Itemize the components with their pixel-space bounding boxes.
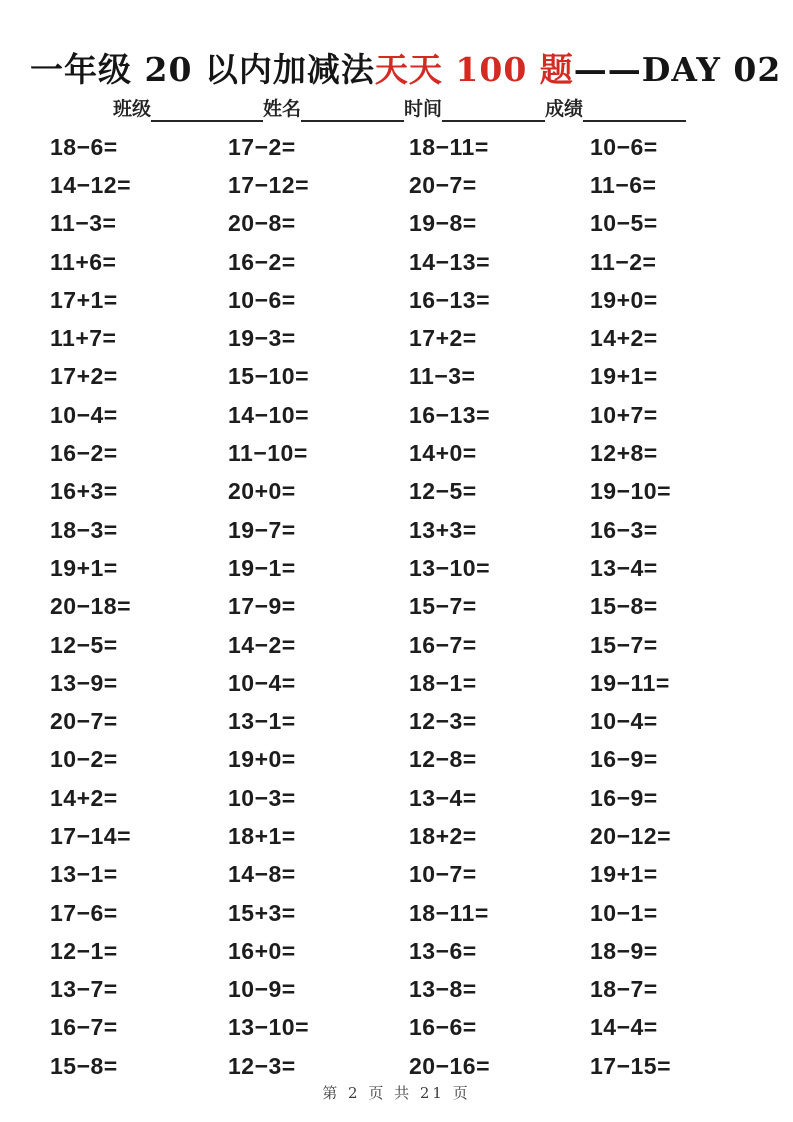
problem-item: 13−10=	[228, 1014, 310, 1041]
class-label: 班级	[113, 99, 152, 120]
problem-item: 10−7=	[409, 861, 477, 888]
problem-item: 20−18=	[50, 593, 132, 620]
score-label: 成绩	[545, 99, 584, 120]
problem-item: 19−7=	[228, 516, 296, 543]
problem-item: 11+7=	[50, 325, 117, 352]
problem-item: 19+1=	[50, 554, 118, 581]
problem-item: 14+0=	[409, 440, 477, 467]
problems-column-3	[409, 128, 590, 1085]
title-part-right: ——DAY 02	[573, 50, 782, 89]
problem-item: 15−7=	[590, 631, 658, 658]
problem-item: 16−9=	[590, 784, 658, 811]
problem-item: 20−16=	[409, 1052, 491, 1079]
problem-item: 19+0=	[590, 286, 658, 313]
problem-item: 12−5=	[50, 631, 118, 658]
class-blank-line	[151, 98, 263, 122]
problem-item: 13−8=	[409, 976, 477, 1003]
name-blank-line	[301, 98, 404, 122]
problem-item: 10−2=	[50, 746, 118, 773]
problem-item: 14−4=	[590, 1014, 658, 1041]
problem-item: 11−2=	[590, 248, 657, 275]
problem-item: 15−8=	[590, 593, 658, 620]
problem-item: 18−1=	[409, 669, 477, 696]
problem-item: 20−7=	[409, 171, 477, 198]
name-label: 姓名	[263, 99, 302, 120]
problem-item: 19+1=	[590, 861, 658, 888]
problem-item: 13−1=	[50, 861, 118, 888]
problem-item: 19−8=	[409, 210, 477, 237]
problem-item: 16−13=	[409, 286, 491, 313]
problem-item: 18−11=	[409, 133, 489, 160]
problem-item: 17−14=	[50, 822, 132, 849]
problem-item: 17+1=	[50, 286, 118, 313]
problem-item: 17+2=	[409, 325, 477, 352]
problem-item: 16−6=	[409, 1014, 477, 1041]
problem-item: 18−6=	[50, 133, 118, 160]
problem-item: 19+0=	[228, 746, 296, 773]
problem-item: 16−9=	[590, 746, 658, 773]
problem-item: 14−2=	[228, 631, 296, 658]
problem-item: 10−5=	[590, 210, 658, 237]
problem-item: 10−6=	[228, 286, 296, 313]
problem-item: 20−12=	[590, 822, 672, 849]
problem-item: 18−9=	[590, 937, 658, 964]
time-blank-line	[442, 98, 545, 122]
problem-item: 11−6=	[590, 171, 657, 198]
problem-item: 18+2=	[409, 822, 477, 849]
problem-item: 10−1=	[590, 899, 658, 926]
page-title	[30, 44, 782, 91]
problem-item: 13+3=	[409, 516, 477, 543]
problem-item: 12−1=	[50, 937, 118, 964]
problem-item: 20+0=	[228, 478, 296, 505]
problem-item: 15−10=	[228, 363, 310, 390]
problem-item: 18−3=	[50, 516, 118, 543]
problem-item: 10−6=	[590, 133, 658, 160]
problem-item: 17−12=	[228, 171, 310, 198]
name-field	[263, 98, 404, 122]
time-field	[404, 98, 545, 122]
problem-item: 16−2=	[50, 440, 118, 467]
problem-item: 13−6=	[409, 937, 477, 964]
problem-item: 17−9=	[228, 593, 296, 620]
problem-item: 13−1=	[228, 708, 296, 735]
problem-item: 16−7=	[50, 1014, 118, 1041]
problem-item: 10−9=	[228, 976, 296, 1003]
problem-item: 19−10=	[590, 478, 672, 505]
problem-item: 16−13=	[409, 401, 491, 428]
problem-item: 10−4=	[228, 669, 296, 696]
problem-item: 17−6=	[50, 899, 118, 926]
problem-item: 12−3=	[228, 1052, 296, 1079]
problem-item: 15+3=	[228, 899, 296, 926]
problems-column-2	[228, 128, 409, 1085]
problem-item: 10−4=	[590, 708, 658, 735]
header-fill-in-row	[113, 98, 693, 122]
problem-item: 14−10=	[228, 401, 310, 428]
problem-item: 10−4=	[50, 401, 118, 428]
problem-item: 14−12=	[50, 171, 132, 198]
problem-item: 16−3=	[590, 516, 658, 543]
problem-item: 20−7=	[50, 708, 118, 735]
problem-item: 12−5=	[409, 478, 477, 505]
title-part-accent: 天天 100 题	[374, 50, 574, 89]
problem-item: 18+1=	[228, 822, 296, 849]
problem-item: 14−13=	[409, 248, 491, 275]
problem-item: 10−3=	[228, 784, 296, 811]
problem-item: 13−9=	[50, 669, 118, 696]
problem-item: 16−2=	[228, 248, 296, 275]
score-blank-line	[583, 98, 686, 122]
problems-column-4	[590, 128, 793, 1085]
problem-item: 17−15=	[590, 1052, 672, 1079]
problem-item: 15−8=	[50, 1052, 118, 1079]
problem-item: 16+3=	[50, 478, 118, 505]
problem-item: 19+1=	[590, 363, 658, 390]
problem-item: 19−1=	[228, 554, 296, 581]
problem-item: 15−7=	[409, 593, 477, 620]
problem-item: 14−8=	[228, 861, 296, 888]
problem-item: 18−11=	[409, 899, 489, 926]
problem-item: 12−3=	[409, 708, 477, 735]
problem-item: 19−3=	[228, 325, 296, 352]
problem-item: 14+2=	[50, 784, 118, 811]
problem-item: 11−3=	[409, 363, 476, 390]
problem-item: 12+8=	[590, 440, 658, 467]
score-field	[545, 98, 686, 122]
problem-item: 12−8=	[409, 746, 477, 773]
problem-item: 13−7=	[50, 976, 118, 1003]
problem-item: 10+7=	[590, 401, 658, 428]
problem-item: 13−10=	[409, 554, 491, 581]
problem-item: 13−4=	[590, 554, 658, 581]
page-number-footer: 第 2 页 共 21 页	[322, 1084, 471, 1102]
problem-item: 19−11=	[590, 669, 670, 696]
class-field	[113, 98, 263, 122]
problem-item: 11−10=	[228, 440, 308, 467]
problem-item: 18−7=	[590, 976, 658, 1003]
problem-item: 17−2=	[228, 133, 296, 160]
problems-grid	[50, 128, 793, 1085]
problem-item: 16−7=	[409, 631, 477, 658]
time-label: 时间	[404, 99, 443, 120]
problem-item: 17+2=	[50, 363, 118, 390]
problem-item: 13−4=	[409, 784, 477, 811]
problem-item: 20−8=	[228, 210, 296, 237]
title-part-left: 一年级 20 以内加减法	[30, 50, 375, 89]
problem-item: 16+0=	[228, 937, 296, 964]
problem-item: 14+2=	[590, 325, 658, 352]
problems-column-1	[50, 128, 228, 1085]
problem-item: 11−3=	[50, 210, 117, 237]
problem-item: 11+6=	[50, 248, 117, 275]
